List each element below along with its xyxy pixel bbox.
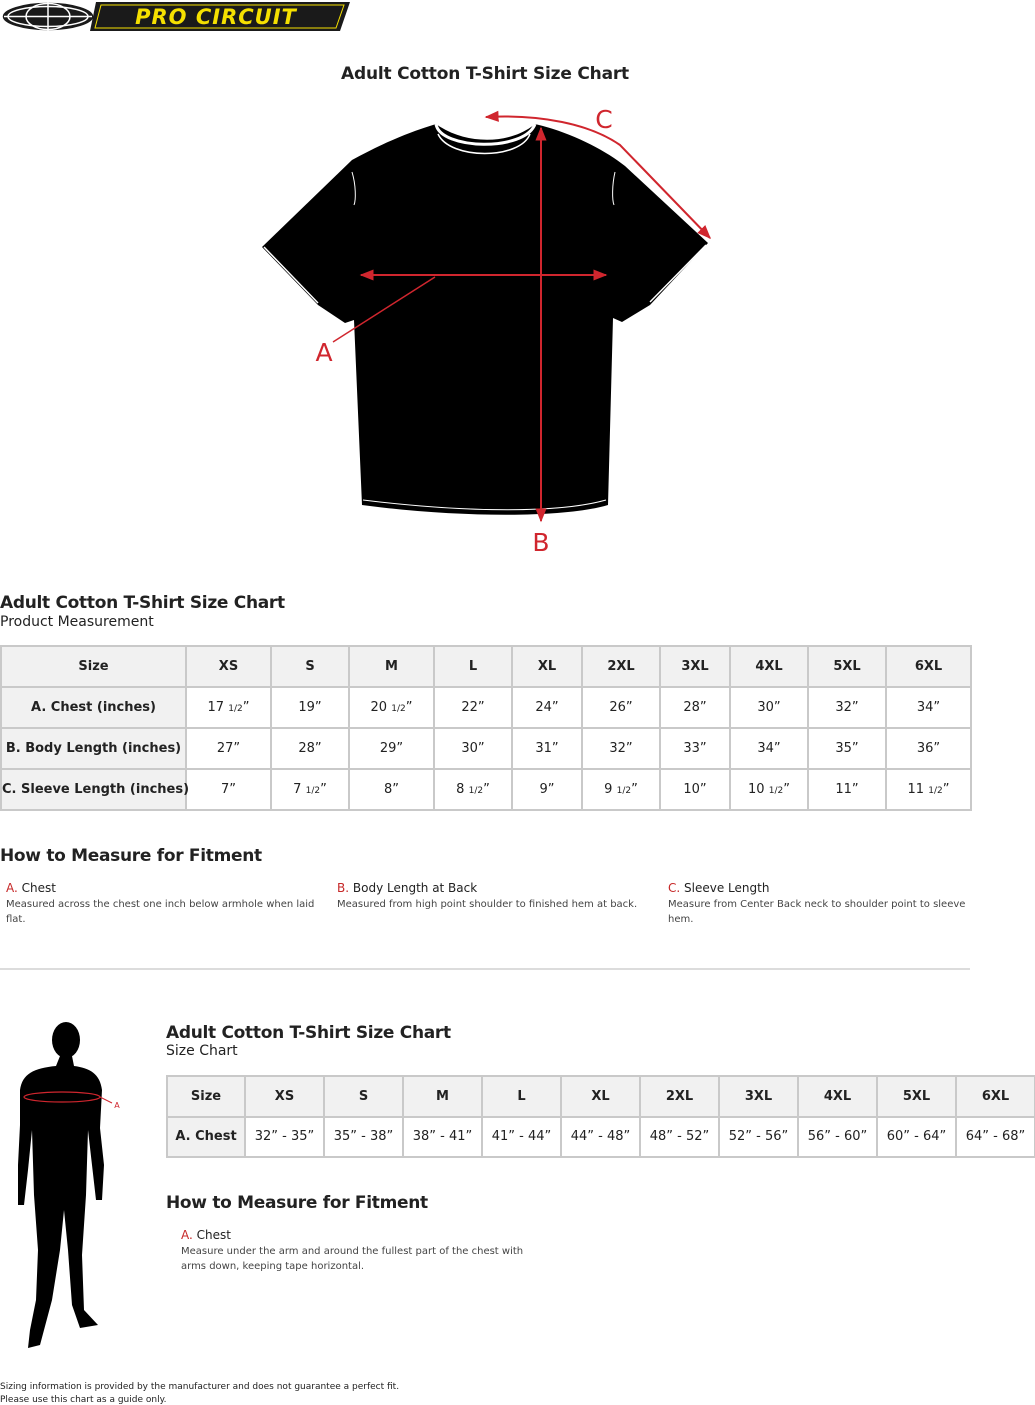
row-label: A. Chest — [167, 1117, 245, 1158]
value-whole: 33 — [683, 741, 700, 756]
header-size-m: M — [349, 646, 434, 687]
diagram-label-b: B — [532, 528, 550, 557]
fitment-desc: Measured from high point shoulder to finished hem at back. — [337, 899, 638, 910]
fitment-letter: C. — [668, 881, 681, 895]
measurement-cell: 36” — [886, 728, 971, 769]
chest-range-cell: 44” - 48” — [561, 1117, 640, 1158]
fitment-desc: Measure under the arm and around the fullest part of the chest with arms down, keeping tape horizontal. — [181, 1246, 524, 1272]
measurement-cell: 11” — [808, 769, 886, 810]
value-whole: 8 — [456, 782, 465, 797]
product-chart-subtitle: Product Measurement — [0, 614, 154, 630]
chest-range-cell: 35” - 38” — [324, 1117, 403, 1158]
value-whole: 30 — [461, 741, 478, 756]
body-fitment-title: How to Measure for Fitment — [166, 1193, 428, 1213]
header-size-xl: XL — [561, 1076, 640, 1117]
measurement-cell: 22” — [434, 687, 512, 728]
value-whole: 28 — [683, 700, 700, 715]
measurement-cell: 28” — [271, 728, 349, 769]
footer-line-2: Please use this chart as a guide only. — [0, 1395, 167, 1405]
chest-range-cell: 38” - 41” — [403, 1117, 482, 1158]
row-label: C. Sleeve Length (inches) — [1, 769, 186, 810]
measurement-cell: 7 1/2” — [271, 769, 349, 810]
fitment-desc: Measure from Center Back neck to shoulder point to sleeve hem. — [668, 899, 966, 925]
header-size-xs: XS — [186, 646, 271, 687]
measurement-cell: 7” — [186, 769, 271, 810]
table-header-row — [167, 1076, 1035, 1117]
measurement-cell: 33” — [660, 728, 730, 769]
value-whole: 32 — [609, 741, 626, 756]
value-whole: 28 — [298, 741, 315, 756]
chest-range-cell: 60” - 64” — [877, 1117, 956, 1158]
value-whole: 32 — [835, 700, 852, 715]
fitment-item-sleeve-length — [668, 881, 968, 927]
value-fraction: 1/2 — [768, 786, 784, 796]
header-size-xs: XS — [245, 1076, 324, 1117]
header-size-m: M — [403, 1076, 482, 1117]
measurement-cell: 29” — [349, 728, 434, 769]
value-whole: 22 — [461, 700, 478, 715]
measurement-cell: 11 1/2” — [886, 769, 971, 810]
product-size-table — [0, 645, 972, 811]
table-row — [167, 1117, 1035, 1158]
header-size-6xl: 6XL — [886, 646, 971, 687]
header-size-3xl: 3XL — [660, 646, 730, 687]
header-size-2xl: 2XL — [640, 1076, 719, 1117]
value-whole: 36 — [916, 741, 934, 756]
measurement-cell: 35” — [808, 728, 886, 769]
fitment-name: Chest — [21, 881, 56, 895]
header-size-4xl: 4XL — [730, 646, 808, 687]
product-chart-title: Adult Cotton T-Shirt Size Chart — [0, 593, 285, 613]
value-whole: 17 — [207, 700, 225, 715]
measurement-cell: 32” — [808, 687, 886, 728]
table-row — [1, 687, 971, 728]
fitment-item-body-length — [337, 881, 647, 912]
section-divider — [0, 968, 970, 970]
fitment-item-chest — [6, 881, 316, 927]
row-label: B. Body Length (inches) — [1, 728, 186, 769]
fitment-name: Sleeve Length — [684, 881, 770, 895]
value-whole: 10 — [683, 782, 700, 797]
chest-range-cell: 48” - 52” — [640, 1117, 719, 1158]
value-fraction: 1/2 — [305, 786, 321, 796]
value-fraction: 1/2 — [468, 786, 484, 796]
measurement-cell: 8 1/2” — [434, 769, 512, 810]
value-whole: 8 — [383, 782, 393, 797]
measurement-cell: 27” — [186, 728, 271, 769]
fitment-name: Chest — [196, 1228, 231, 1242]
footer-line-1: Sizing information is provided by the manufacturer and does not guarantee a perfect fit. — [0, 1382, 400, 1392]
table-row — [1, 769, 971, 810]
value-whole: 7 — [293, 782, 302, 797]
header-size-5xl: 5XL — [808, 646, 886, 687]
value-whole: 26 — [609, 700, 626, 715]
measurement-cell: 30” — [730, 687, 808, 728]
table-header-row — [1, 646, 971, 687]
fitment-desc: Measured across the chest one inch below armhole when laid flat. — [6, 899, 315, 925]
measurement-cell: 10” — [660, 769, 730, 810]
measurement-cell: 30” — [434, 728, 512, 769]
chest-range-cell: 56” - 60” — [798, 1117, 877, 1158]
value-whole: 11 — [835, 782, 852, 797]
header-size-4xl: 4XL — [798, 1076, 877, 1117]
logo-wordmark: PRO CIRCUIT — [135, 5, 297, 29]
measurement-cell: 17 1/2” — [186, 687, 271, 728]
header-size-l: L — [482, 1076, 561, 1117]
header-size-s: S — [271, 646, 349, 687]
body-fitment-item-chest — [181, 1228, 551, 1274]
table-row — [1, 728, 971, 769]
fitment-name: Body Length at Back — [352, 881, 478, 895]
row-label: A. Chest (inches) — [1, 687, 186, 728]
figure-label-a: A — [114, 1101, 120, 1110]
tshirt-diagram — [250, 95, 730, 565]
measurement-cell: 9” — [512, 769, 582, 810]
value-whole: 10 — [748, 782, 765, 797]
fitment-letter: A. — [181, 1228, 193, 1242]
measurement-cell: 8” — [349, 769, 434, 810]
fitment-letter: B. — [337, 881, 350, 895]
pro-circuit-logo[interactable] — [0, 0, 352, 33]
header-size-l: L — [434, 646, 512, 687]
body-chart-subtitle: Size Chart — [166, 1043, 238, 1059]
header-size-xl: XL — [512, 646, 582, 687]
value-whole: 7 — [220, 782, 230, 797]
measurement-cell: 26” — [582, 687, 660, 728]
fitment-title: How to Measure for Fitment — [0, 846, 262, 866]
fitment-letter: A. — [6, 881, 18, 895]
chest-range-cell: 64” - 68” — [956, 1117, 1035, 1158]
tshirt-body — [262, 124, 708, 515]
header-size: Size — [1, 646, 186, 687]
body-figure-silhouette — [10, 1018, 125, 1353]
measurement-cell: 9 1/2” — [582, 769, 660, 810]
value-whole: 11 — [907, 782, 925, 797]
measurement-cell: 34” — [886, 687, 971, 728]
chest-range-cell: 32” - 35” — [245, 1117, 324, 1158]
diagram-title: Adult Cotton T-Shirt Size Chart — [341, 64, 629, 84]
value-fraction: 1/2 — [391, 704, 406, 714]
chest-range-cell: 41” - 44” — [482, 1117, 561, 1158]
value-whole: 24 — [535, 700, 552, 715]
value-fraction: 1/2 — [616, 786, 632, 796]
measurement-cell: 34” — [730, 728, 808, 769]
value-whole: 19 — [298, 700, 315, 715]
value-fraction: 1/2 — [228, 704, 243, 714]
measurement-cell: 20 1/2” — [349, 687, 434, 728]
value-whole: 9 — [604, 782, 613, 797]
footer-disclaimer — [0, 1381, 399, 1405]
value-whole: 27 — [216, 741, 234, 756]
diagram-label-c: C — [595, 105, 613, 134]
value-whole: 34 — [757, 741, 774, 756]
value-whole: 30 — [757, 700, 774, 715]
value-whole: 31 — [535, 741, 552, 756]
header-size-6xl: 6XL — [956, 1076, 1035, 1117]
header-size-3xl: 3XL — [719, 1076, 798, 1117]
header-size-2xl: 2XL — [582, 646, 660, 687]
measurement-cell: 19” — [271, 687, 349, 728]
chest-range-cell: 52” - 56” — [719, 1117, 798, 1158]
value-whole: 20 — [370, 700, 388, 715]
header-size: Size — [167, 1076, 245, 1117]
measurement-cell: 28” — [660, 687, 730, 728]
measurement-cell: 31” — [512, 728, 582, 769]
header-size-5xl: 5XL — [877, 1076, 956, 1117]
body-size-table — [166, 1075, 1035, 1158]
measurement-cell: 10 1/2” — [730, 769, 808, 810]
diagram-label-a: A — [315, 338, 333, 367]
measurement-cell: 24” — [512, 687, 582, 728]
measurement-cell: 32” — [582, 728, 660, 769]
value-fraction: 1/2 — [928, 786, 943, 796]
value-whole: 35 — [835, 741, 852, 756]
value-whole: 9 — [539, 782, 548, 797]
header-size-s: S — [324, 1076, 403, 1117]
value-whole: 34 — [916, 700, 934, 715]
body-chart-title: Adult Cotton T-Shirt Size Chart — [166, 1023, 451, 1043]
value-whole: 29 — [379, 741, 397, 756]
